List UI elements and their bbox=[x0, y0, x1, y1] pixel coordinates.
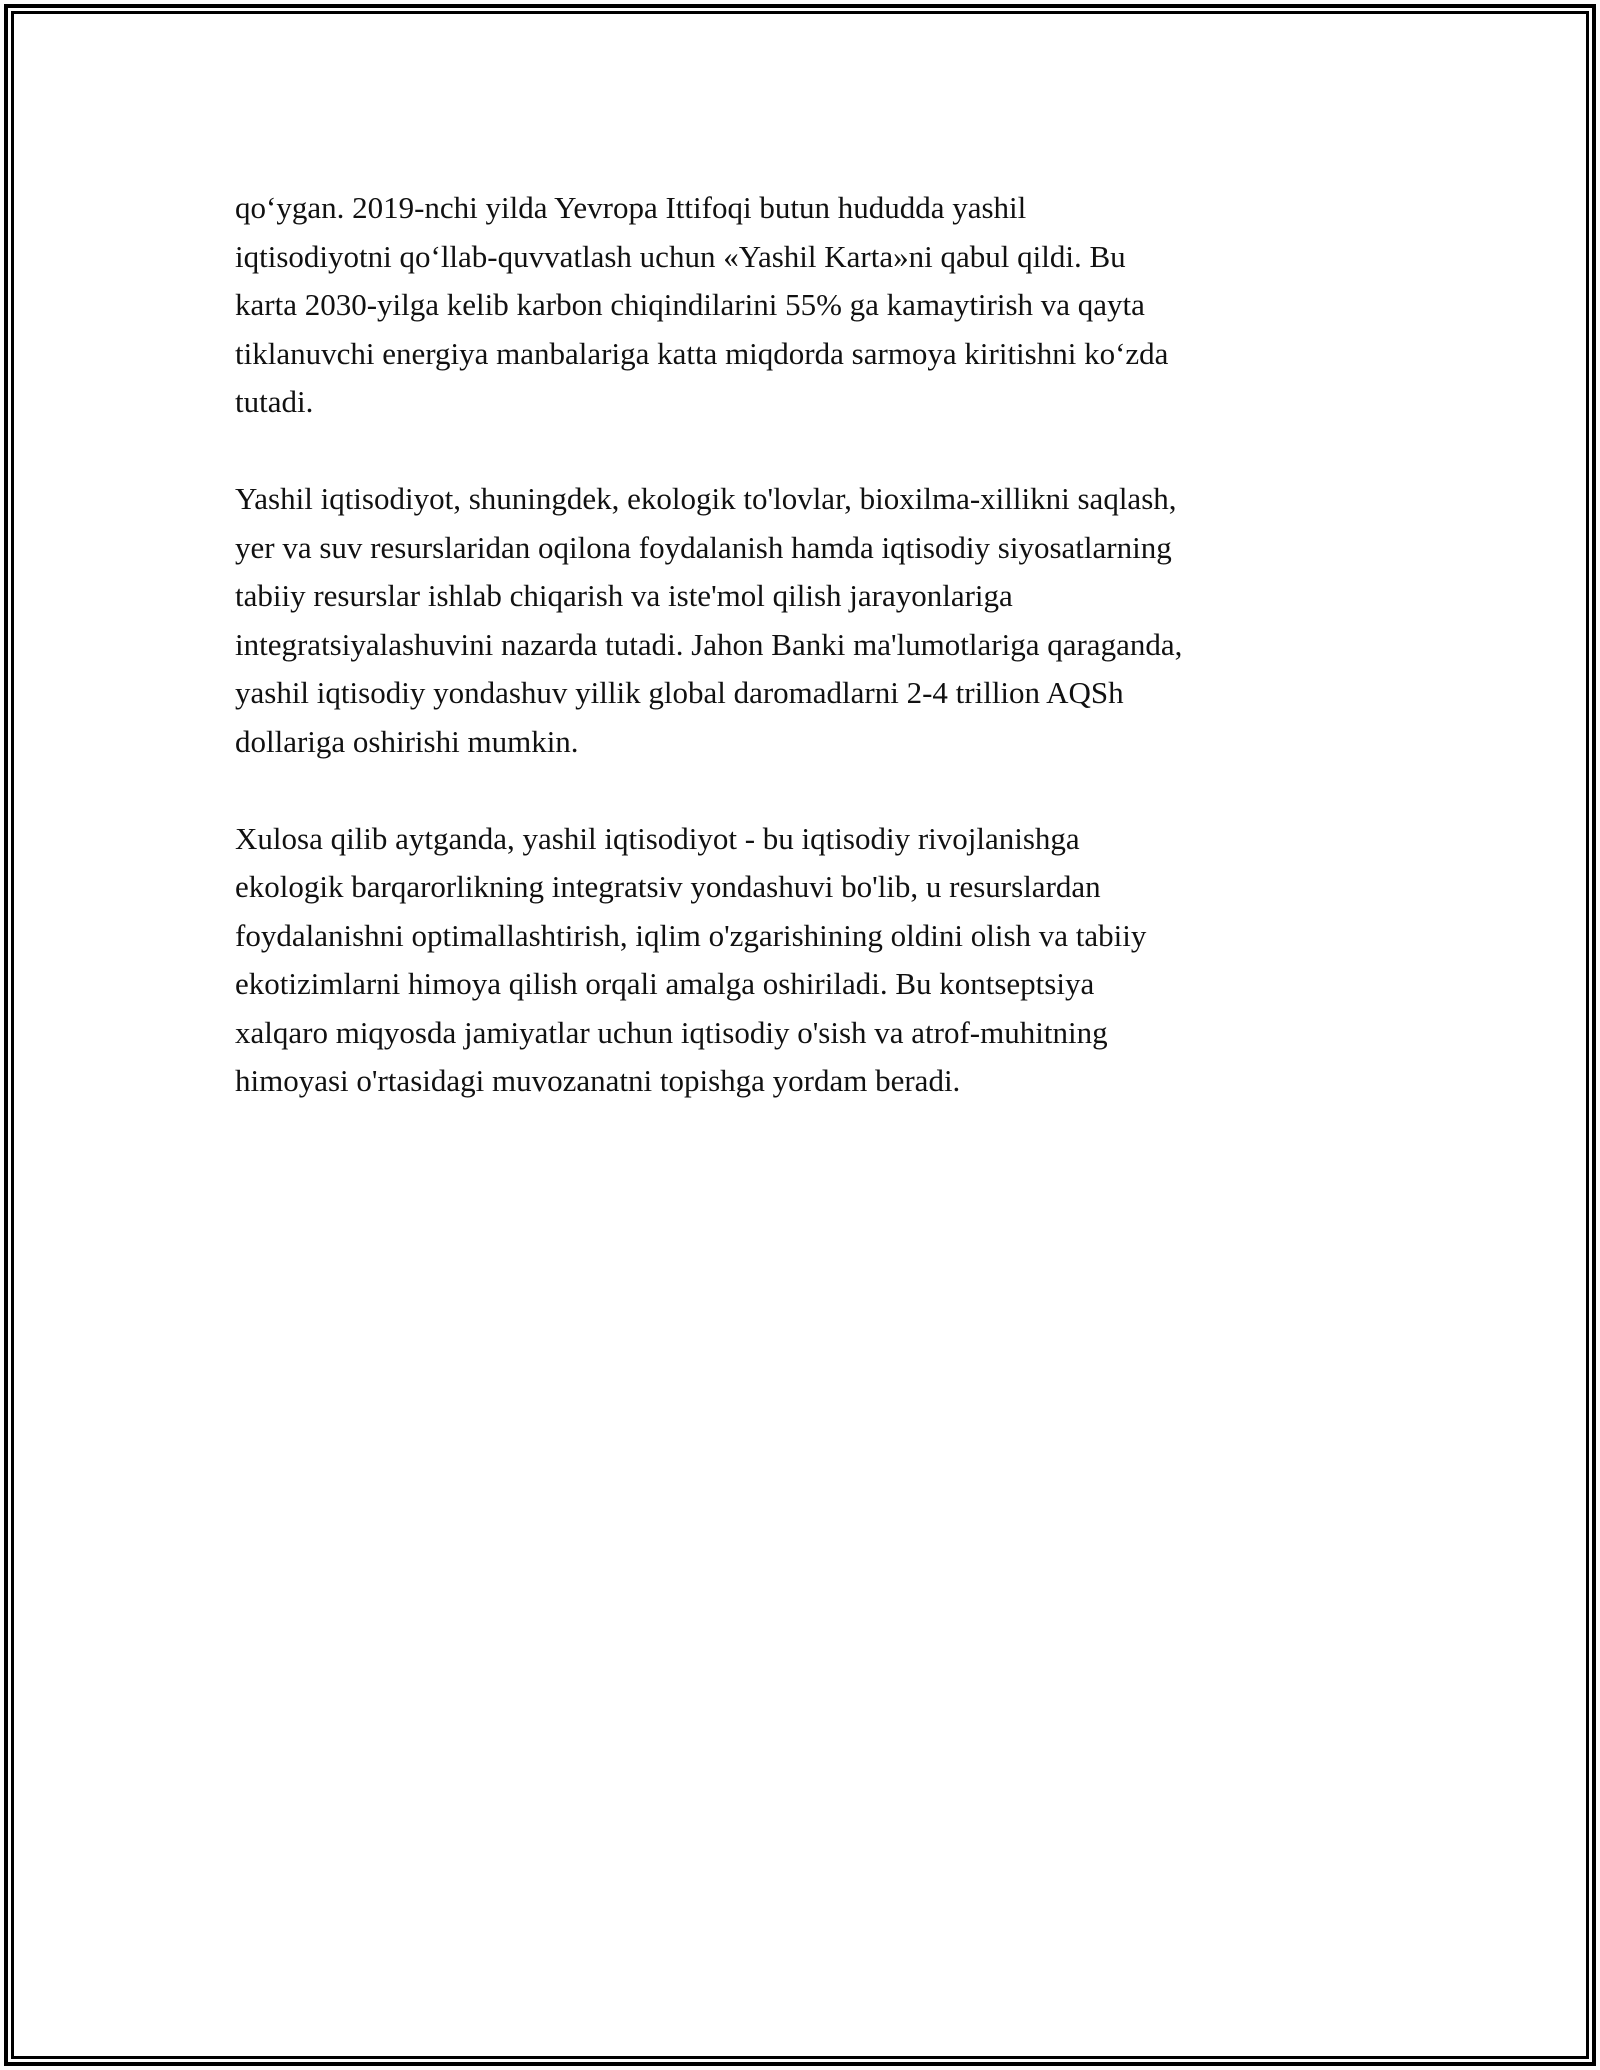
document-body bbox=[235, 184, 1375, 1106]
paragraph-yashil-karta: qo‘ygan. 2019-nchi yilda Yevropa Ittifoqi butun hududda yashil iqtisodiyotni qo‘llab-quvvatlash uchun «Yashil Karta»ni qabul qildi. Bu karta 2030-yilga kelib karbon chiqindilarini 55% ga kamaytirish va qayta tiklanuvchi energiya manbalariga katta miqdorda sarmoya kiritishni ko‘zda tutadi. bbox=[235, 190, 1169, 419]
paragraph-conclusion: Xulosa qilib aytganda, yashil iqtisodiyot - bu iqtisodiy rivojlanishga ekologik barqarorlikning integratsiv yondashuvi bo'lib, u resurslardan foydalanishni optimallashtirish, iqlim o'zgarishining oldini olish va tabiiy ekotizimlarni himoya qilish orqali amalga oshiriladi. Bu kontseptsiya xalqaro miqyosda jamiyatlar uchun iqtisodiy o'sish va atrof-muhitning himoyasi o'rtasidagi muvozanatni topishga yordam beradi. bbox=[235, 820, 1147, 1098]
paragraph-green-economy-features: Yashil iqtisodiyot, shuningdek, ekologik to'lovlar, bioxilma-xillikni saqlash, yer va suv resurslaridan oqilona foydalanish hamda iqtisodiy siyosatlarning tabiiy resurslar ishlab chiqarish va iste'mol qilish jarayonlariga integratsiyalashuvini nazarda tutadi. Jahon Banki ma'lumotlariga qaraganda, yashil iqtisodiy yondashuv yillik global daromadlarni 2-4 trillion AQSh dollariga oshirishi mumkin. bbox=[235, 481, 1183, 759]
